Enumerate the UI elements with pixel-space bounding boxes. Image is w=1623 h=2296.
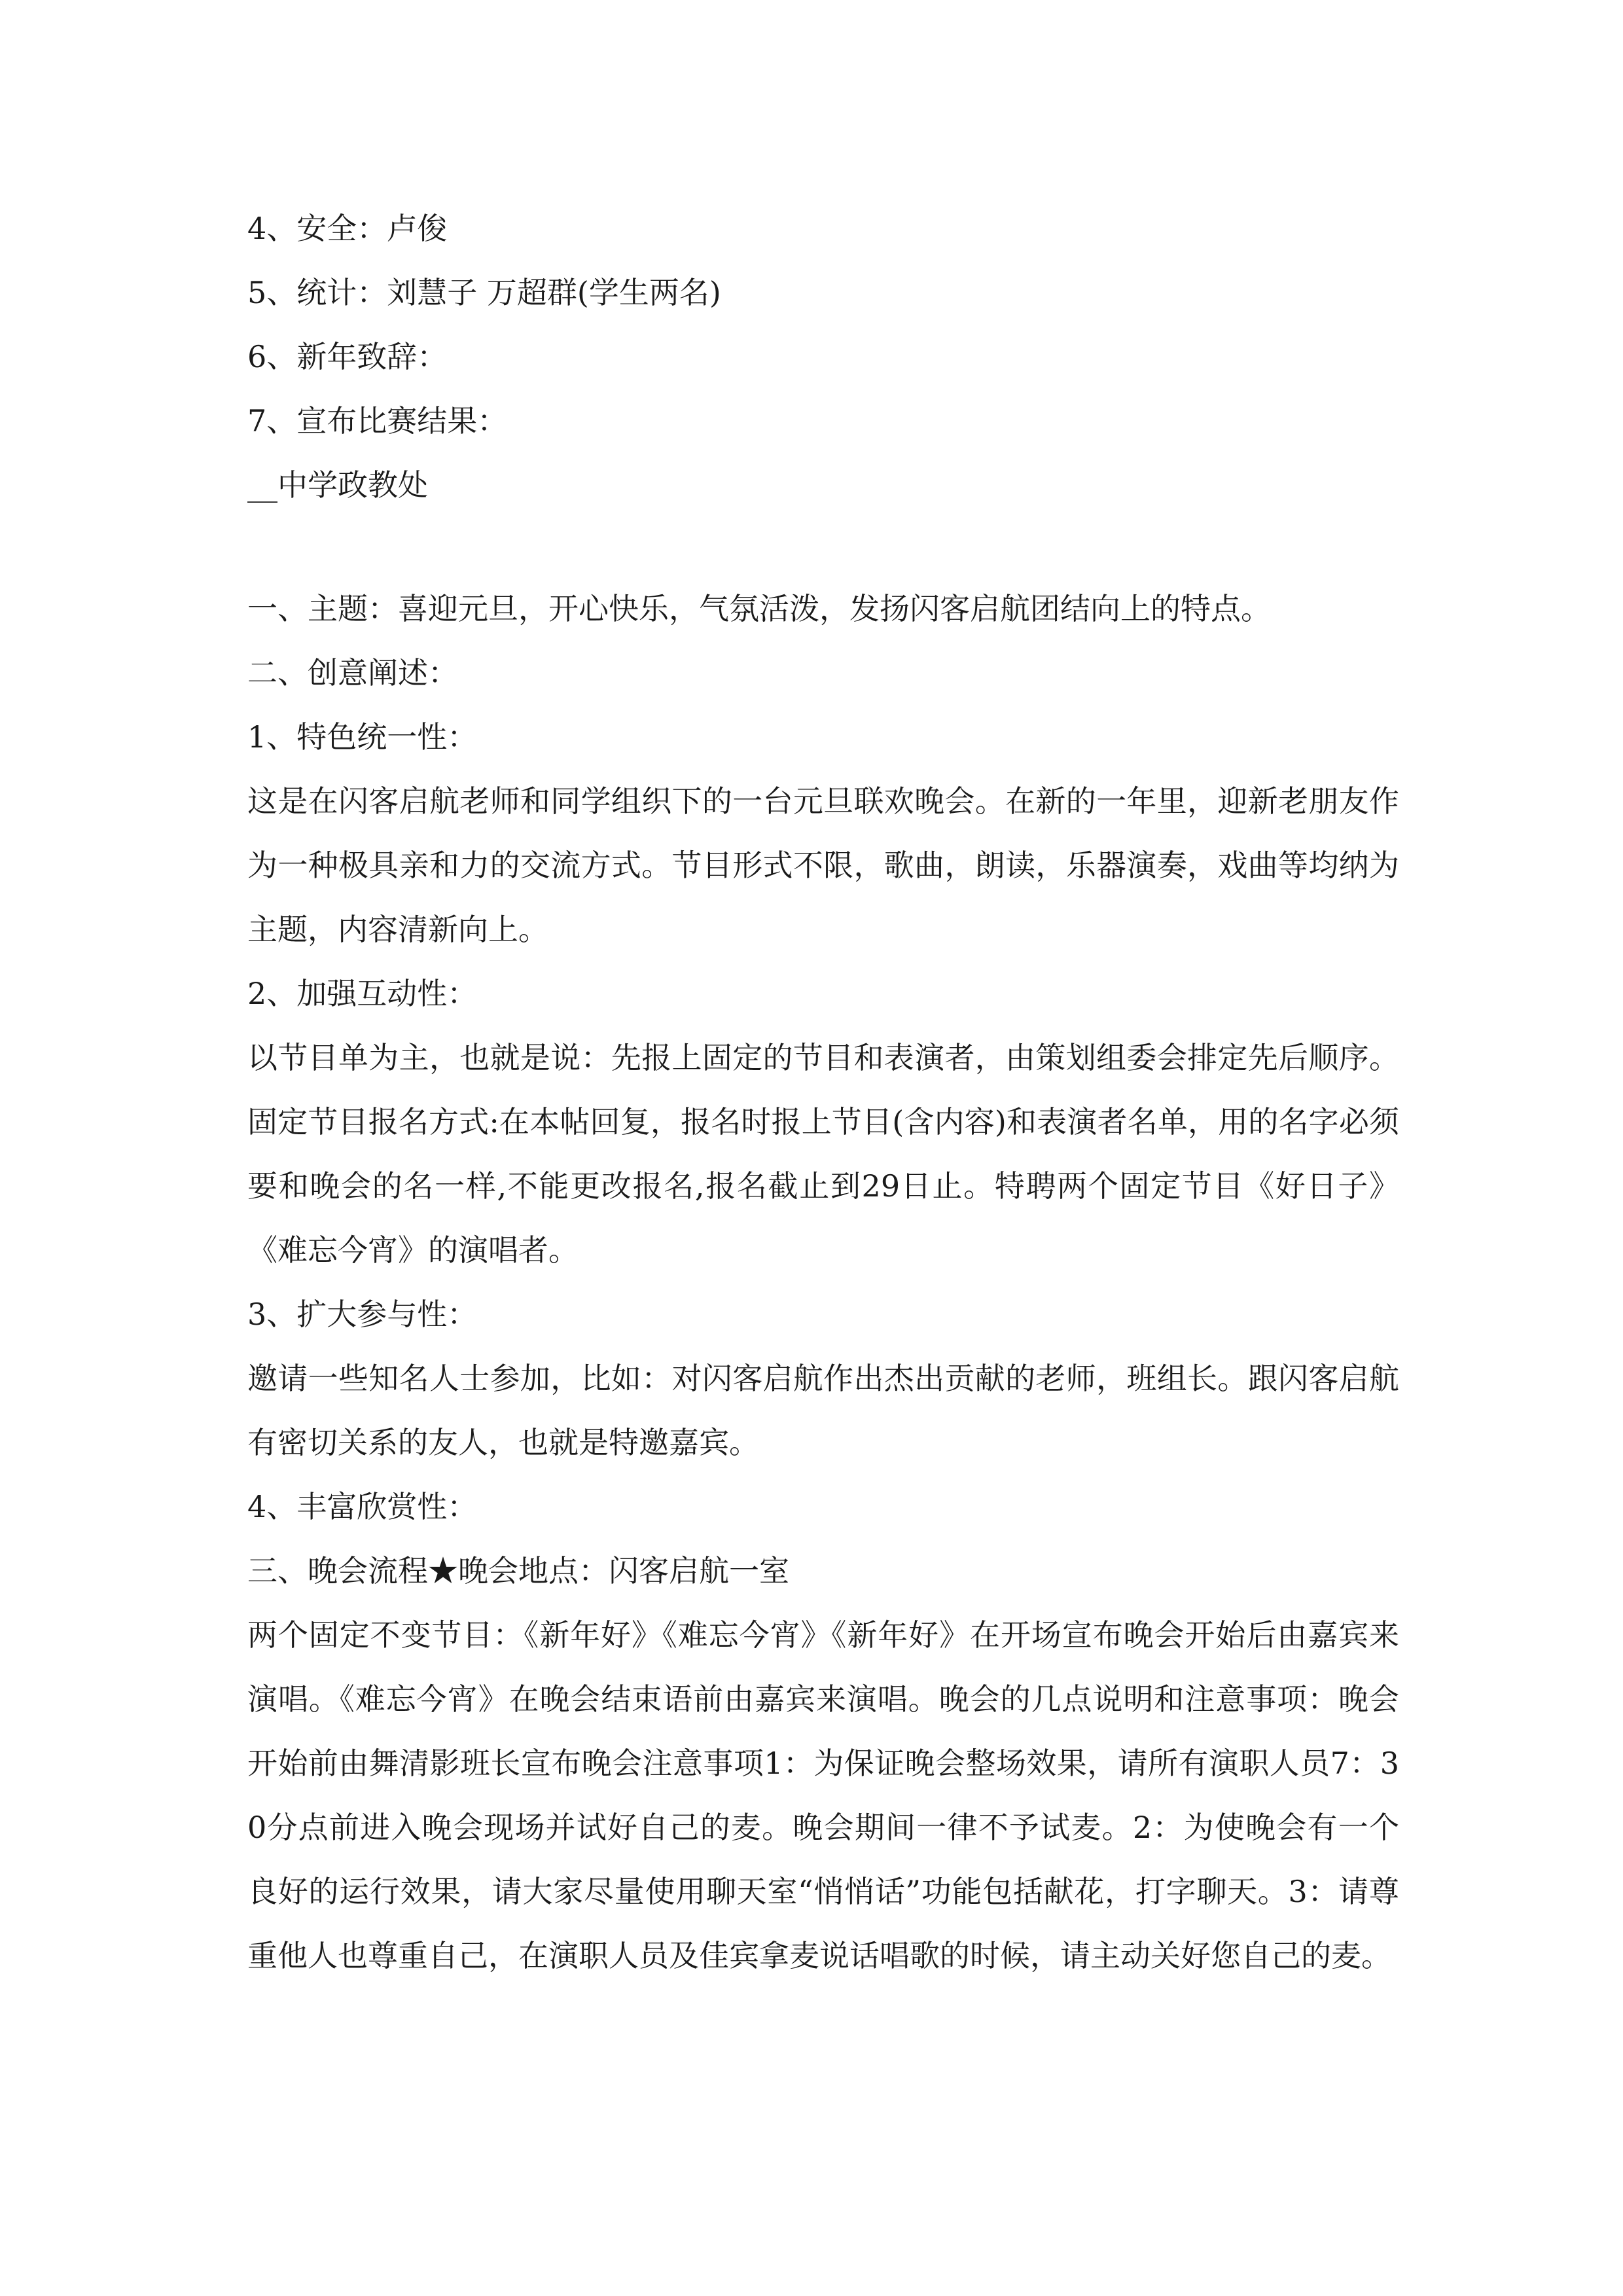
interaction-paragraph: 以节目单为主，也就是说：先报上固定的节目和表演者，由策划组委会排定先后顺序。固定节目报名方式:在本帖回复，报名时报上节目(含内容)和表演者名单，用的名字必须要和晚会的名一样,不能更改报名,报名截止到29日止。特聘两个固定节目《好日子》《难忘今宵》的演唱者。 xyxy=(247,1040,1399,1268)
creative-heading: 二、创意阐述： xyxy=(247,655,458,691)
participation-heading: 3、扩大参与性： xyxy=(247,1297,478,1332)
top-section xyxy=(247,196,1399,517)
statistics-line: 5、统计：刘慧子 万超群(学生两名) xyxy=(247,275,721,310)
issuer-line: __中学政教处 xyxy=(247,467,428,503)
uniformity-paragraph: 这是在闪客启航老师和同学组织下的一台元旦联欢晚会。在新的一年里，迎新老朋友作为一种极具亲和力的交流方式。节目形式不限，歌曲，朗读，乐器演奏，戏曲等均纳为主题，内容清新向上。 xyxy=(247,783,1399,947)
process-heading: 三、晚会流程★晚会地点：闪客启航一室 xyxy=(247,1553,789,1588)
new-year-speech-line: 6、新年致辞： xyxy=(247,339,448,374)
announce-results-line: 7、宣布比赛结果： xyxy=(247,403,508,439)
theme-heading: 一、主题：喜迎元旦，开心快乐，气氛活泼，发扬闪客启航团结向上的特点。 xyxy=(247,591,1271,626)
process-paragraph: 两个固定不变节目：《新年好》《难忘今宵》《新年好》在开场宣布晚会开始后由嘉宾来演唱。《难忘今宵》在晚会结束语前由嘉宾来演唱。晚会的几点说明和注意事项：晚会开始前由舞清影班长宣布晚会注意事项1：为保证晚会整场效果，请所有演职人员7：30分点前进入晚会现场并试好自己的麦。晚会期间一律不予试麦。2：为使晚会有一个良好的运行效果，请大家尽量使用聊天室“悄悄话”功能包括献花，打字聊天。3：请尊重他人也尊重自己，在演职人员及佳宾拿麦说话唱歌的时候，请主动关好您自己的麦。 xyxy=(247,1617,1399,1973)
appreciation-heading: 4、丰富欣赏性： xyxy=(247,1489,478,1524)
participation-paragraph: 邀请一些知名人士参加，比如：对闪客启航作出杰出贡献的老师，班组长。跟闪客启航有密切关系的友人，也就是特邀嘉宾。 xyxy=(247,1361,1399,1460)
main-section xyxy=(247,577,1399,1988)
uniformity-heading: 1、特色统一性： xyxy=(247,719,478,755)
interaction-heading: 2、加强互动性： xyxy=(247,976,478,1011)
security-line: 4、安全：卢俊 xyxy=(247,211,448,246)
